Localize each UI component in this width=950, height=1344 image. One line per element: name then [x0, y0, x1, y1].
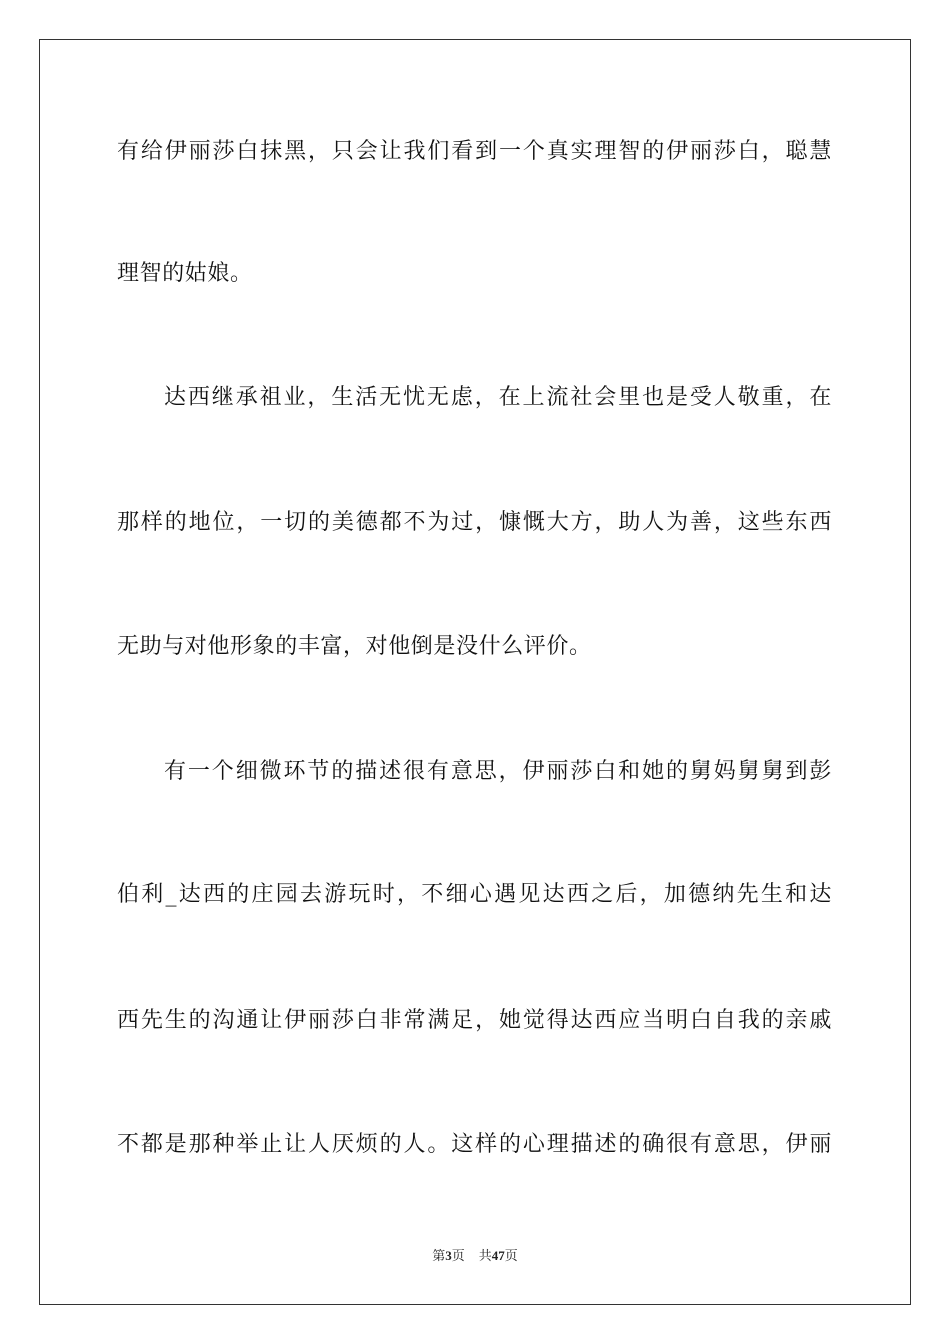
page-number: 3	[445, 1248, 452, 1263]
body-line-4: 那样的地位，一切的美德都不为过，慷慨大方，助人为善，这些东西	[117, 510, 832, 535]
total-unit: 页	[504, 1249, 518, 1264]
body-line-5: 无助与对他形象的丰富，对他倒是没什么评价。	[117, 634, 592, 659]
page-footer	[0, 1247, 950, 1266]
body-line-8: 西先生的沟通让伊丽莎白非常满足，她觉得达西应当明白自我的亲戚	[117, 1008, 832, 1033]
body-line-7: 伯利_达西的庄园去游玩时，不细心遇见达西之后，加德纳先生和达	[117, 882, 832, 907]
body-line-6: 有一个细微环节的描述很有意思，伊丽莎白和她的舅妈舅舅到彭	[164, 759, 832, 784]
total-pages: 47	[491, 1248, 505, 1263]
page-border	[39, 39, 911, 1305]
body-line-1: 有给伊丽莎白抹黑，只会让我们看到一个真实理智的伊丽莎白，聪慧	[117, 139, 832, 164]
page-prefix: 第	[432, 1249, 446, 1264]
body-line-3: 达西继承祖业，生活无忧无虑，在上流社会里也是受人敬重，在	[164, 385, 832, 410]
body-line-2: 理智的姑娘。	[117, 261, 253, 286]
page-unit: 页	[451, 1249, 465, 1264]
body-line-9: 不都是那种举止让人厌烦的人。这样的心理描述的确很有意思，伊丽	[117, 1132, 832, 1157]
total-prefix: 共	[478, 1249, 492, 1264]
